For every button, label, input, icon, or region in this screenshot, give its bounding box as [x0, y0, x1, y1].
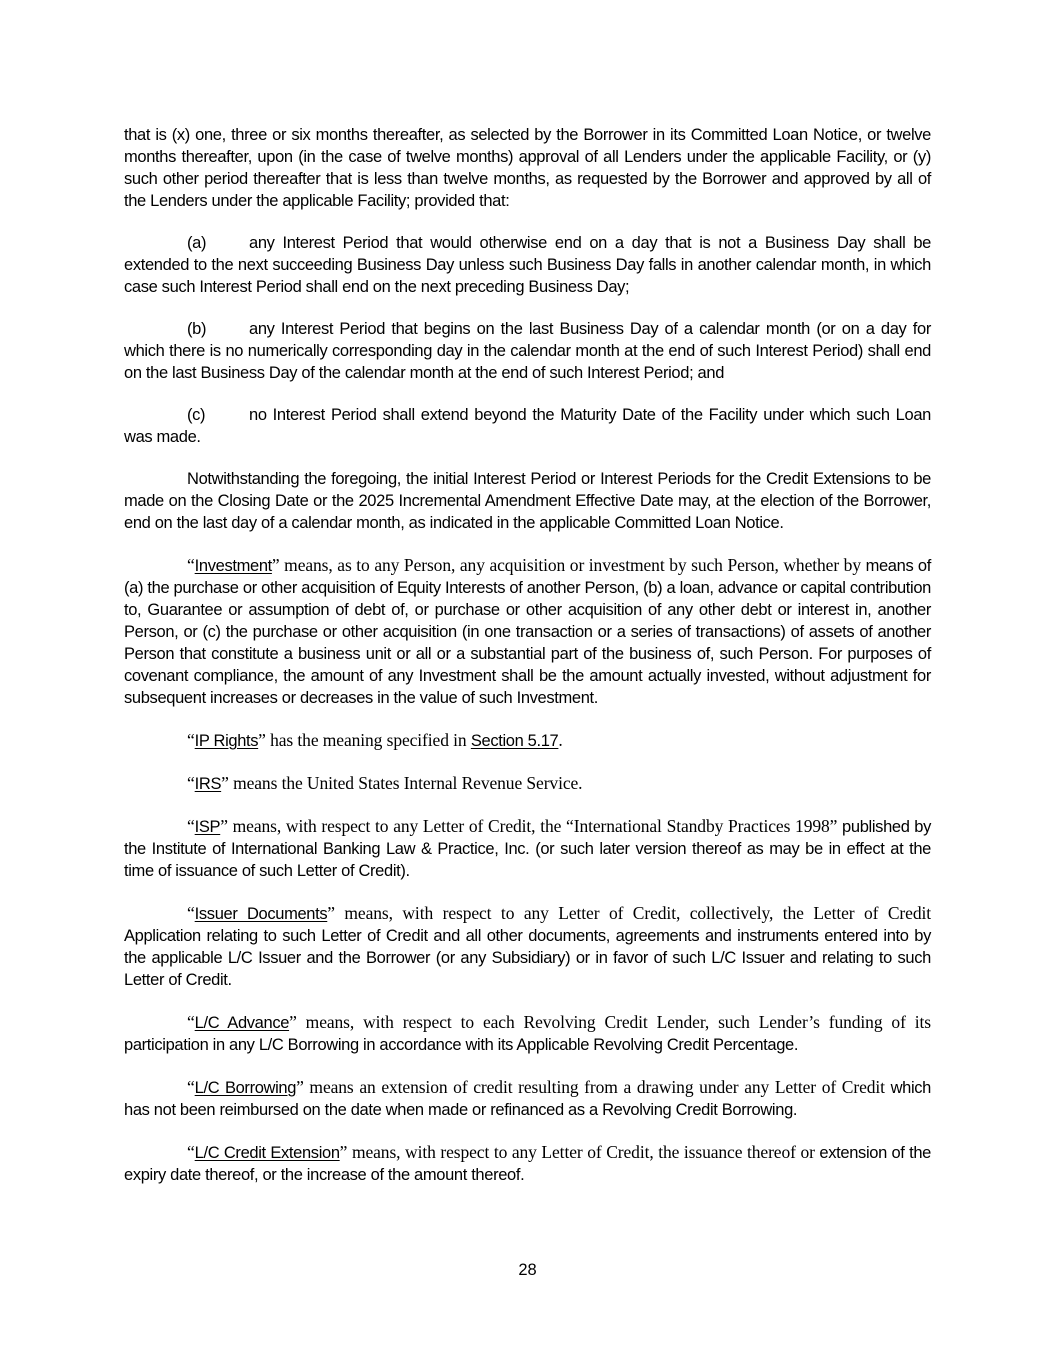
page-number: 28 — [518, 1261, 537, 1279]
clause-b-text: any Interest Period that begins on the last Business Day of a calendar month (or on a day for which there is no numerically corresponding day in the calendar month at the end of such Interest Period) shall end on the last Business Day of the calendar month at the end of such Interest Period; and — [124, 320, 931, 382]
open-quote: “ — [187, 816, 195, 836]
definition-body: participation in any L/C Borrowing in accordance with its Applicable Revolving Credit Percentage. — [124, 1036, 799, 1054]
definition-lead: ” means, with respect to any Letter of Credit, collectively, the Letter of Credit — [327, 903, 932, 923]
defined-term: Investment — [194, 557, 272, 575]
open-quote: “ — [187, 1077, 195, 1097]
defined-term: ISP — [194, 818, 221, 836]
definition-lead: ” means, with respect to any Letter of Credit, the “International Standby Practices 1998” — [220, 816, 838, 836]
defined-term: IP Rights — [194, 732, 259, 750]
document-page — [124, 124, 931, 1206]
definition-lead: ” means an extension of credit resulting from a drawing under any Letter of Credit — [296, 1077, 885, 1097]
open-quote: “ — [187, 730, 195, 750]
definition-body: Application relating to such Letter of Credit and all other documents, agreements and instruments entered into by the applicable L/C Issuer and the Borrower (or any Subsidiary) or in favor of such L/C Issuer and relating to such Letter of Credit. — [124, 927, 931, 989]
definition-isp — [124, 815, 931, 882]
definition-body: means of (a) the purchase or other acquisition of Equity Interests of another Person, (b) a loan, advance or capital contribution to, Guarantee or assumption of debt of, or purchase or other acquisition of any other debt or interest in, another Person, or (c) the purchase or other acquisition (in one transaction or a series of transactions) of assets of another Person that constitute a business unit or all or a substantial part of the business of, such Person. For purposes of covenant compliance, the amount of any Investment shall be the amount actually invested, without adjustment for subsequent increases or decreases in the value of such Investment. — [124, 557, 931, 707]
definition-ip-rights — [124, 729, 931, 752]
defined-term: L/C Borrowing — [194, 1079, 297, 1097]
clause-c — [124, 404, 931, 448]
open-quote: “ — [187, 555, 195, 575]
open-quote: “ — [187, 1142, 195, 1162]
defined-term: IRS — [194, 775, 222, 793]
open-quote: “ — [187, 903, 195, 923]
defined-term: L/C Advance — [194, 1014, 290, 1032]
clause-c-label: (c) — [187, 406, 206, 424]
clause-a — [124, 232, 931, 298]
clause-c-text: no Interest Period shall extend beyond the Maturity Date of the Facility under which such Loan was made. — [124, 406, 931, 446]
definition-issuer-documents — [124, 902, 931, 991]
open-quote: “ — [187, 1012, 195, 1032]
defined-term: Issuer Documents — [194, 905, 328, 923]
definition-irs — [124, 772, 931, 795]
definition-body: published by the Institute of International Banking Law & Practice, Inc. (or such later version thereof as may be in effect at the time of issuance of such Letter of Credit). — [124, 818, 932, 880]
definition-body: which has not been reimbursed on the date when made or refinanced as a Revolving Credit Borrowing. — [124, 1079, 931, 1119]
defined-term: L/C Credit Extension — [194, 1144, 340, 1162]
definition-lc-advance — [124, 1011, 931, 1056]
definition-lc-credit-extension — [124, 1141, 931, 1186]
definition-body: extension of the expiry date thereof, or the increase of the amount thereof. — [124, 1144, 931, 1184]
interest-period-continuation: that is (x) one, three or six months thereafter, as selected by the Borrower in its Committed Loan Notice, or twelve months thereafter, upon (in the case of twelve months) approval of all Lenders under the applicable Facility, or (y) such other period thereafter that is less than twelve months, as requested by the Borrower and approved by all of the Lenders under the applicable Facility; provided that: — [124, 126, 931, 210]
definition-end: . — [558, 730, 563, 750]
definition-lead: ” means, with respect to each Revolving Credit Lender, such Lender’s funding of its — [289, 1012, 931, 1032]
definition-investment — [124, 554, 931, 709]
clause-a-text: any Interest Period that would otherwise end on a day that is not a Business Day shall be extended to the next succeeding Business Day unless such Business Day falls in another calendar month, in which case such Interest Period shall end on the next preceding Business Day; — [124, 234, 931, 296]
definition-lead: ” has the meaning specified in — [258, 730, 471, 750]
definition-lead: ” means the United States Internal Revenue Service. — [221, 773, 583, 793]
clause-b — [124, 318, 931, 384]
clause-b-label: (b) — [187, 320, 207, 338]
notwithstanding-paragraph: Notwithstanding the foregoing, the initial Interest Period or Interest Periods for the Credit Extensions to be made on the Closing Date or the 2025 Incremental Amendment Effective Date may, at the election of the Borrower, end on the last day of a calendar month, as indicated in the applicable Committed Loan Notice. — [124, 470, 931, 532]
definition-lc-borrowing — [124, 1076, 931, 1121]
open-quote: “ — [187, 773, 195, 793]
clause-a-label: (a) — [187, 234, 207, 252]
section-reference: Section 5.17 — [470, 732, 559, 750]
definition-lead: ” means, as to any Person, any acquisition or investment by such Person, whether by — [271, 555, 861, 575]
definition-lead: ” means, with respect to any Letter of Credit, the issuance thereof or — [339, 1142, 815, 1162]
